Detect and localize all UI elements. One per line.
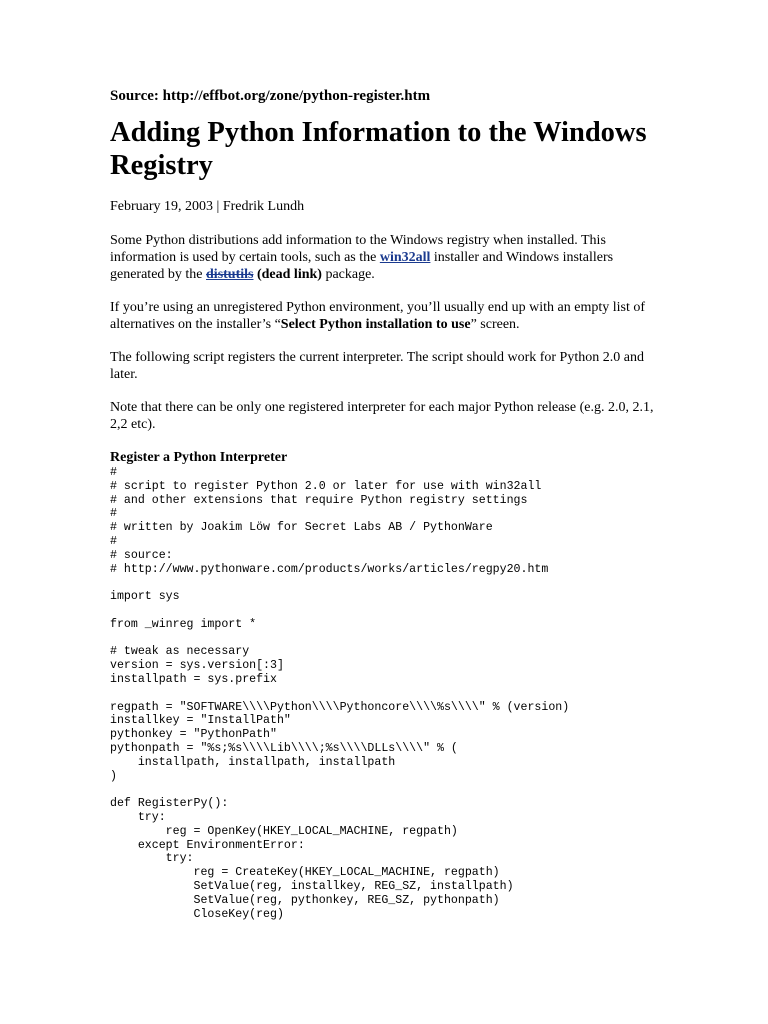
dead-link-note: (dead link) [256,267,322,282]
unregistered-text-a: If you’re using an unregistered Python environment, you’ll usually end up with an empty list of alternatives on the installer’s “ [110,300,646,332]
distutils-link[interactable]: distutils [206,267,254,282]
page-title: Adding Python Information to the Windows Registry [110,117,647,181]
source-label: Source: [110,88,159,104]
source-line [110,86,670,106]
code-block: # # script to register Python 2.0 or later for use with win32all # and other extensions that require Python registry settings # # written by Joakim Löw for Secret Labs AB / PythonWare # # source: # http://www.pythonware.com/products/works/articles/regpy20.htm import sys from _winreg import * # tweak as necessary version = sys.version[:3] installpath = sys.prefix regpath = "SOFTWARE\\\\Python\\\\Pythoncore\\\\%s\\\\" % (version) installkey = "InstallPath" pythonkey = "PythonPath" pythonpath = "%s;%s\\\\Lib\\\\;%s\\\\DLLs\\\\" % ( installpath, installpath, installpath ) def RegisterPy(): try: reg = OpenKey(HKEY_LOCAL_MACHINE, regpath) except EnvironmentError: try: reg = CreateKey(HKEY_LOCAL_MACHINE, regpath) SetValue(reg, installkey, REG_SZ, installpath) SetValue(reg, pythonkey, REG_SZ, pythonpath) CloseKey(reg) [110,466,570,921]
document-page [110,86,670,921]
installer-screen-name: Select Python installation to use [280,317,471,332]
unregistered-text-b: ” screen. [470,317,520,332]
intro-text-b: installer and Windows installers generated by the [110,250,614,282]
intro-text-a: Some Python distributions add information to the Windows registry when installed. This information is used by certain tools, such as the [110,233,606,265]
intro-text-c: package. [321,267,375,282]
code-heading: Register a Python Interpreter [110,450,288,465]
note-paragraph: Note that there can be only one registered interpreter for each major Python release (e.g. 2.0, 2.1, 2,2 etc). [110,400,654,432]
script-paragraph: The following script registers the current interpreter. The script should work for Python 2.0 and later. [110,350,644,382]
win32all-link[interactable]: win32all [379,250,431,265]
intro-paragraph [110,232,670,283]
unregistered-paragraph [110,299,670,333]
source-url: http://effbot.org/zone/python-register.htm [162,88,431,104]
byline: February 19, 2003 | Fredrik Lundh [110,199,305,214]
